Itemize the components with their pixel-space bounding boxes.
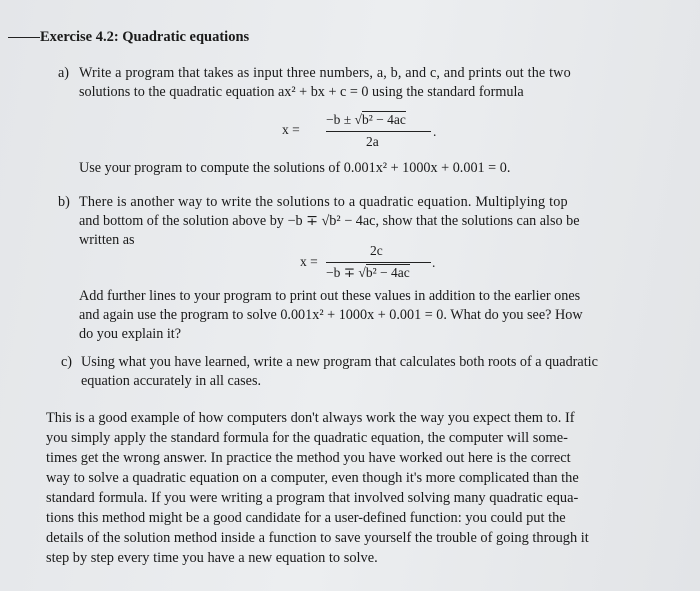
paragraph-line: standard formula. If you were writing a program that involved solving many quadratic equa-	[46, 490, 579, 506]
formula-lhs: x =	[300, 254, 318, 269]
formula-period: .	[432, 255, 436, 270]
part-b-label: b)	[58, 194, 70, 210]
standard-formula	[282, 112, 442, 152]
formula-radicand: b² − 4ac	[365, 265, 410, 280]
part-b-line-2: and bottom of the solution above by −b ∓ √b² − 4ac, show that the solutions can also be	[79, 213, 580, 229]
formula-denominator-pre: −b ∓ √	[326, 265, 366, 280]
part-a-line-2: solutions to the quadratic equation ax² + bx + c = 0 using the standard formula	[79, 84, 524, 100]
part-c-line-2: equation accurately in all cases.	[81, 373, 262, 389]
part-c-label: c)	[61, 354, 73, 370]
exercise-title	[8, 28, 249, 46]
part-b-line-1: There is another way to write the solutions to a quadratic equation. Multiplying top	[79, 194, 568, 210]
paragraph-line: tions this method might be a good candidate for a user-defined function: you could put the	[46, 510, 566, 526]
part-b-after-1: Add further lines to your program to print out these values in addition to the earlier ones	[79, 288, 581, 304]
paragraph-line: you simply apply the standard formula for the quadratic equation, the computer will some-	[46, 430, 568, 446]
title-rule	[8, 37, 40, 38]
fraction-bar	[326, 262, 431, 263]
title-text: Exercise 4.2: Quadratic equations	[40, 29, 250, 45]
formula-period: .	[433, 124, 437, 139]
part-b-after-3: do you explain it?	[79, 326, 182, 342]
formula-radicand: b² − 4ac	[361, 112, 406, 127]
formula-numerator-pre: −b ± √	[326, 112, 362, 127]
paragraph-line: step by step every time you have a new equation to solve.	[46, 550, 378, 566]
paragraph-line: way to solve a quadratic equation on a computer, even though it's more complicated than the	[46, 470, 579, 486]
paragraph-line: details of the solution method inside a function to save yourself the trouble of going through it	[46, 530, 589, 546]
paragraph-line: times get the wrong answer. In practice the method you have worked out here is the correct	[46, 450, 571, 466]
formula-numerator: 2c	[370, 243, 383, 258]
part-b-line-3: written as	[79, 232, 135, 248]
part-c-line-1: Using what you have learned, write a new program that calculates both roots of a quadratic	[81, 354, 598, 370]
part-b-after-2: and again use the program to solve 0.001x² + 1000x + 0.001 = 0. What do you see? How	[79, 307, 583, 323]
part-a-use-line: Use your program to compute the solutions of 0.001x² + 1000x + 0.001 = 0.	[79, 160, 511, 176]
part-a-label: a)	[58, 65, 70, 81]
paragraph-line: This is a good example of how computers don't always work the way you expect them to. If	[46, 410, 575, 426]
formula-denominator: 2a	[366, 134, 379, 149]
part-a-line-1: Write a program that takes as input three numbers, a, b, and c, and prints out the two	[79, 65, 571, 81]
formula-lhs: x =	[282, 122, 300, 137]
alternate-formula	[300, 243, 460, 283]
fraction-bar	[326, 131, 431, 132]
